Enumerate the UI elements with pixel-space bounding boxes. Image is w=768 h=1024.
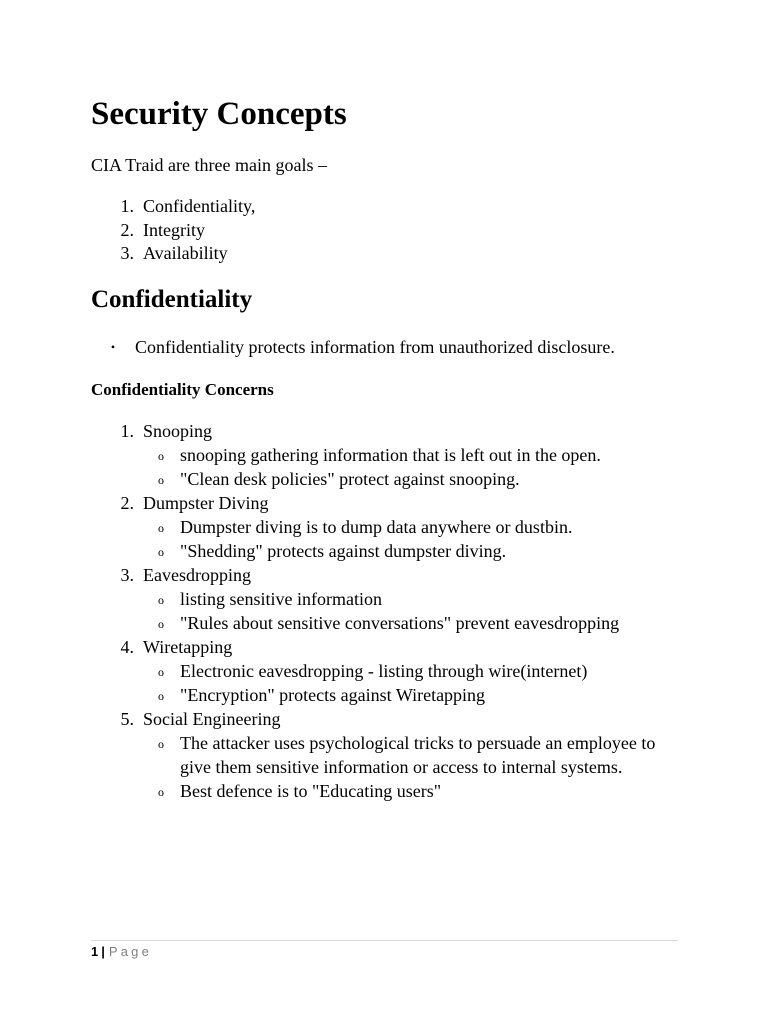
list-number: 5.: [120, 709, 134, 729]
section-heading: Confidentiality: [91, 286, 253, 313]
page-number: 1: [91, 944, 99, 959]
subsection-heading: Confidentiality Concerns: [91, 380, 274, 399]
list-item-text: Availability: [143, 243, 228, 263]
sub-item: [91, 683, 660, 707]
list-number: 3.: [120, 243, 134, 263]
sub-item: [91, 611, 660, 635]
concern-item: [91, 563, 691, 635]
page-title: Security Concepts: [91, 96, 347, 132]
circle-bullet-icon: o: [158, 617, 164, 631]
sub-item: [91, 659, 660, 683]
sub-item-text: listing sensitive information: [180, 589, 382, 609]
concern-item: [91, 635, 691, 707]
concern-item: [91, 419, 691, 491]
circle-bullet-icon: o: [158, 449, 164, 463]
circle-bullet-icon: o: [158, 473, 164, 487]
sub-item-text: snooping gathering information that is left out in the open.: [180, 445, 601, 465]
sub-item-text: The attacker uses psychological tricks to persuade an employee to give them sensitive information or access to internal systems.: [180, 733, 656, 777]
sub-list: [91, 515, 691, 563]
sub-item: [91, 779, 660, 803]
circle-bullet-icon: o: [158, 521, 164, 535]
sub-item: [91, 731, 660, 779]
concern-item: [91, 707, 691, 803]
goals-list: [91, 195, 255, 266]
circle-bullet-icon: o: [158, 785, 164, 799]
sub-item: [91, 515, 660, 539]
list-item: [91, 242, 255, 266]
sub-item-text: "Shedding" protects against dumpster diving.: [180, 541, 507, 561]
sub-item: [91, 539, 660, 563]
concern-title: Dumpster Diving: [143, 493, 269, 513]
sub-item-text: "Encryption" protects against Wiretapping: [180, 685, 486, 705]
concerns-list: [91, 419, 691, 803]
list-number: 2.: [120, 493, 134, 513]
circle-bullet-icon: o: [158, 545, 164, 559]
circle-bullet-icon: o: [158, 665, 164, 679]
sub-item: [91, 467, 660, 491]
footer-separator: |: [101, 944, 105, 959]
concern-title: Snooping: [143, 421, 213, 441]
bullet-icon: •: [110, 340, 116, 354]
list-number: 1.: [120, 196, 134, 216]
footer-divider: [91, 940, 678, 941]
sub-item: [91, 443, 660, 467]
sub-item-text: "Rules about sensitive conversations" prevent eavesdropping: [180, 613, 620, 633]
sub-list: [91, 659, 691, 707]
list-number: 1.: [120, 421, 134, 441]
concern-title: Eavesdropping: [143, 565, 251, 585]
list-item: [91, 195, 255, 219]
sub-item-text: "Clean desk policies" protect against snooping.: [180, 469, 520, 489]
circle-bullet-icon: o: [158, 593, 164, 607]
concern-item: [91, 491, 691, 563]
list-item: [91, 219, 255, 243]
sub-list: [91, 443, 691, 491]
sub-list: [91, 731, 691, 803]
bullet-list: [91, 335, 615, 359]
list-number: 2.: [120, 219, 134, 240]
list-item: [91, 335, 615, 359]
sub-item-text: Electronic eavesdropping - listing through wire(internet): [180, 661, 588, 681]
concern-title: Wiretapping: [143, 637, 233, 657]
intro-text: CIA Traid are three main goals –: [91, 155, 327, 175]
list-number: 3.: [120, 565, 134, 585]
list-item-text: Confidentiality,: [143, 196, 256, 216]
sub-item: [91, 587, 660, 611]
page-footer: [91, 943, 152, 961]
sub-item-text: Dumpster diving is to dump data anywhere or dustbin.: [180, 517, 573, 537]
list-item-text: Integrity: [143, 219, 205, 240]
page-label: Page: [108, 944, 153, 959]
circle-bullet-icon: o: [158, 737, 164, 751]
list-number: 4.: [120, 637, 134, 657]
list-item-text: Confidentiality protects information from unauthorized disclosure.: [135, 337, 615, 357]
circle-bullet-icon: o: [158, 689, 164, 703]
sub-list: [91, 587, 691, 635]
sub-item-text: Best defence is to "Educating users": [180, 781, 442, 801]
concern-title: Social Engineering: [143, 709, 281, 729]
